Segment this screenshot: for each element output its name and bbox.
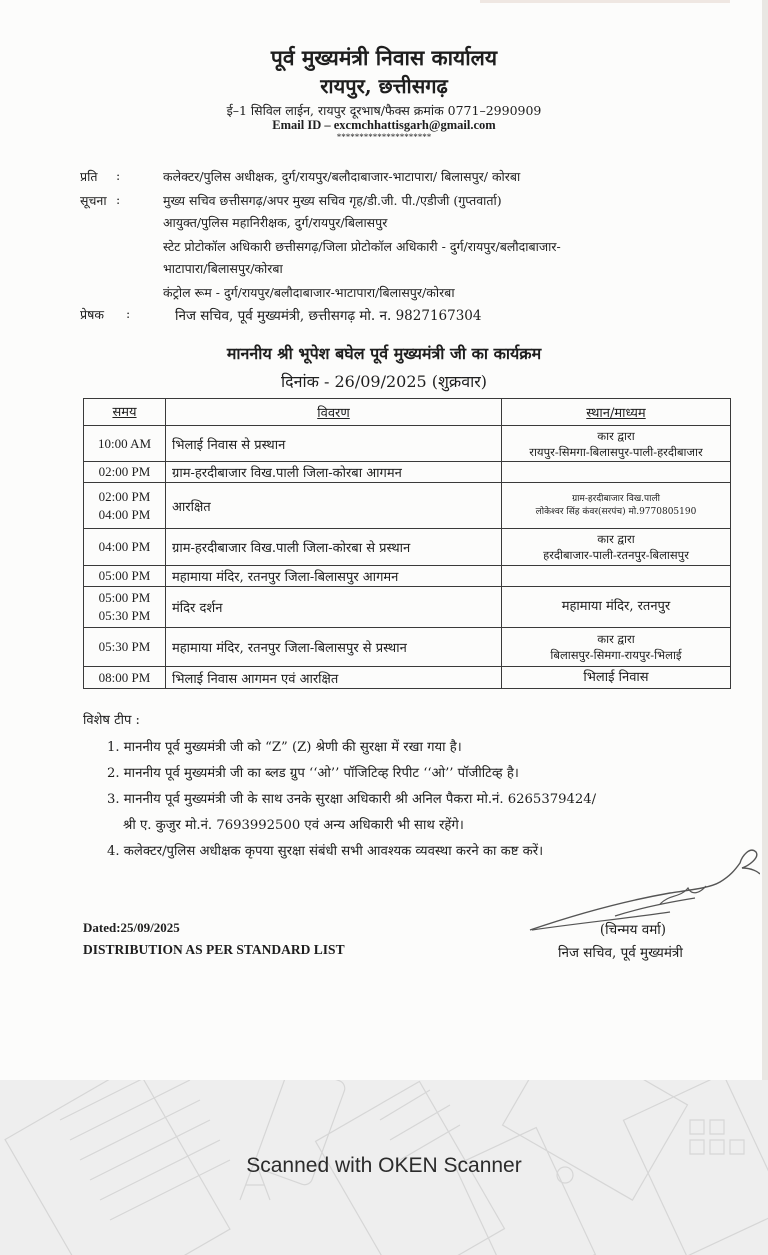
paper-shadow bbox=[762, 0, 768, 1080]
table-row bbox=[84, 462, 731, 483]
colon: : bbox=[126, 306, 131, 321]
office-title: पूर्व मुख्यमंत्री निवास कार्यालय bbox=[270, 45, 498, 70]
time-cell bbox=[84, 483, 166, 529]
note-item: 2. माननीय पूर्व मुख्यमंत्री जी का ब्लड ग्रुप ‘‘ओ’’ पॉजिटिव्ह रिपीट ‘‘ओ’’ पॉजीटिव्ह है। bbox=[107, 766, 519, 781]
program-title: माननीय श्री भूपेश बघेल पूर्व मुख्यमंत्री जी का कार्यक्रम bbox=[226, 344, 542, 363]
table-header-row bbox=[84, 399, 731, 426]
office-address: ई–1 सिविल लाईन, रायपुर दूरभाष/फैक्स क्रमांक 0771–2990909 bbox=[226, 103, 542, 118]
recipient-label-sender: प्रेषक bbox=[80, 307, 104, 322]
schedule-table bbox=[83, 398, 731, 689]
header-place: स्थान/माध्यम bbox=[502, 399, 731, 426]
place-cell bbox=[502, 628, 731, 667]
recipient-info-line: भाटापारा/बिलासपुर/कोरबा bbox=[163, 261, 283, 276]
time-cell bbox=[84, 667, 166, 689]
signatory-name: (चिन्मय वर्मा) bbox=[599, 922, 667, 938]
header-time: समय bbox=[84, 399, 166, 426]
time-value: 05:30 PM bbox=[98, 639, 151, 654]
place-cell bbox=[502, 566, 731, 587]
time-cell bbox=[84, 587, 166, 628]
time-value: 05:00 PM bbox=[98, 568, 151, 583]
table-row bbox=[84, 566, 731, 587]
table-row bbox=[84, 667, 731, 689]
sender-line: निज सचिव, पूर्व मुख्यमंत्री, छत्तीसगढ़ मो. न. 9827167304 bbox=[175, 308, 482, 324]
place-line: लोकेश्वर सिंह कंवर(सरपंच) मो.9770805190 bbox=[535, 506, 697, 517]
colon: : bbox=[116, 192, 121, 207]
header-description: विवरण bbox=[166, 399, 502, 426]
place-line: कार द्वारा bbox=[597, 428, 635, 443]
signatory-designation: निज सचिव, पूर्व मुख्यमंत्री bbox=[558, 945, 683, 961]
table-row bbox=[84, 587, 731, 628]
description-cell: भिलाई निवास आगमन एवं आरक्षित bbox=[166, 667, 502, 689]
place-line: कार द्वारा bbox=[597, 532, 635, 546]
time-cell bbox=[84, 566, 166, 587]
time-value: 04:00 PM bbox=[98, 539, 151, 554]
time-value: 02:00 PM bbox=[98, 488, 151, 504]
distribution-line: DISTRIBUTION AS PER STANDARD LIST bbox=[83, 942, 345, 957]
place-cell bbox=[502, 483, 731, 529]
recipient-info-line: आयुक्त/पुलिस महानिरीक्षक, दुर्ग/रायपुर/बिलासपुर bbox=[163, 215, 388, 230]
table-row bbox=[84, 426, 731, 462]
description-cell: आरक्षित bbox=[166, 483, 502, 529]
description-cell: महामाया मंदिर, रतनपुर जिला-बिलासपुर से प्रस्थान bbox=[166, 628, 502, 667]
description-cell: ग्राम-हरदीबाजार विख.पाली जिला-कोरबा आगमन bbox=[166, 462, 502, 483]
place-line: रायपुर-सिमगा-बिलासपुर-पाली-हरदीबाजार bbox=[529, 444, 703, 459]
colon: : bbox=[116, 168, 121, 183]
description-cell: मंदिर दर्शन bbox=[166, 587, 502, 628]
time-value: 04:00 PM bbox=[98, 506, 151, 522]
time-value: 08:00 PM bbox=[98, 669, 151, 685]
table-row bbox=[84, 529, 731, 566]
paper-edge bbox=[480, 0, 730, 3]
time-cell bbox=[84, 426, 166, 462]
time-value: 05:00 PM bbox=[98, 590, 151, 605]
recipient-to-line: कलेक्टर/पुलिस अधीक्षक, दुर्ग/रायपुर/बलौदाबाजार-भाटापारा/ बिलासपुर/ कोरबा bbox=[163, 169, 521, 184]
notes-heading: विशेष टीप : bbox=[83, 713, 140, 728]
place-cell bbox=[502, 667, 731, 689]
recipient-label-to: प्रति bbox=[80, 169, 98, 184]
place-line: कार द्वारा bbox=[597, 632, 635, 646]
place-line: हरदीबाजार-पाली-रतनपुर-बिलासपुर bbox=[543, 548, 689, 562]
time-value: 05:30 PM bbox=[98, 608, 151, 623]
note-item: 3. माननीय पूर्व मुख्यमंत्री जी के साथ उनके सुरक्षा अधिकारी श्री अनिल पैकरा मो.नं. 6265379424/ bbox=[107, 792, 597, 807]
place-cell bbox=[502, 587, 731, 628]
office-city: रायपुर, छत्तीसगढ़ bbox=[320, 74, 448, 98]
office-email: Email ID – excmchhattisgarh@gmail.com bbox=[272, 118, 496, 132]
table-row bbox=[84, 483, 731, 529]
table-row bbox=[84, 628, 731, 667]
place-line: महामाया मंदिर, रतनपुर bbox=[561, 599, 671, 614]
time-value: 10:00 AM bbox=[97, 435, 152, 451]
place-line: बिलासपुर-सिमगा-रायपुर-भिलाई bbox=[550, 648, 682, 662]
description-cell: ग्राम-हरदीबाजार विख.पाली जिला-कोरबा से प्रस्थान bbox=[166, 529, 502, 566]
place-line: भिलाई निवास bbox=[583, 669, 649, 685]
time-cell bbox=[84, 462, 166, 483]
note-item: 4. कलेक्टर/पुलिस अधीक्षक कृपया सुरक्षा संबंधी सभी आवश्यक व्यवस्था करने का कष्ट करें। bbox=[107, 844, 544, 859]
separator-stars: ********************* bbox=[336, 132, 432, 142]
recipient-info-line: स्टेट प्रोटोकॉल अधिकारी छत्तीसगढ़/जिला प्रोटोकॉल अधिकारी - दुर्ग/रायपुर/बलौदाबाजार- bbox=[163, 239, 561, 254]
place-cell bbox=[502, 529, 731, 566]
scanner-watermark-text: Scanned with OKEN Scanner bbox=[246, 1154, 522, 1177]
place-cell bbox=[502, 462, 731, 483]
note-item: 1. माननीय पूर्व मुख्यमंत्री जी को “Z” (Z) श्रेणी की सुरक्षा में रखा गया है। bbox=[107, 740, 462, 755]
place-line: ग्राम-हरदीबाजार विख.पाली bbox=[572, 493, 660, 504]
time-cell bbox=[84, 628, 166, 667]
recipient-label-info: सूचना bbox=[80, 193, 107, 208]
time-cell bbox=[84, 529, 166, 566]
note-item: श्री ए. कुजुर मो.नं. 7693992500 एवं अन्य अधिकारी भी साथ रहेंगे। bbox=[123, 818, 464, 833]
recipient-info-line: मुख्य सचिव छत्तीसगढ़/अपर मुख्य सचिव गृह/डी.जी. पी./एडीजी (गुप्तवार्ता) bbox=[163, 193, 502, 208]
time-value: 02:00 PM bbox=[98, 464, 151, 479]
description-cell: महामाया मंदिर, रतनपुर जिला-बिलासपुर आगमन bbox=[166, 566, 502, 587]
description-cell: भिलाई निवास से प्रस्थान bbox=[166, 426, 502, 462]
recipient-info-line: कंट्रोल रूम - दुर्ग/रायपुर/बलौदाबाजार-भाटापारा/बिलासपुर/कोरबा bbox=[163, 285, 455, 300]
program-date: दिनांक - 26/09/2025 (शुक्रवार) bbox=[280, 372, 488, 391]
dated-line: Dated:25/09/2025 bbox=[83, 920, 180, 935]
place-cell bbox=[502, 426, 731, 462]
